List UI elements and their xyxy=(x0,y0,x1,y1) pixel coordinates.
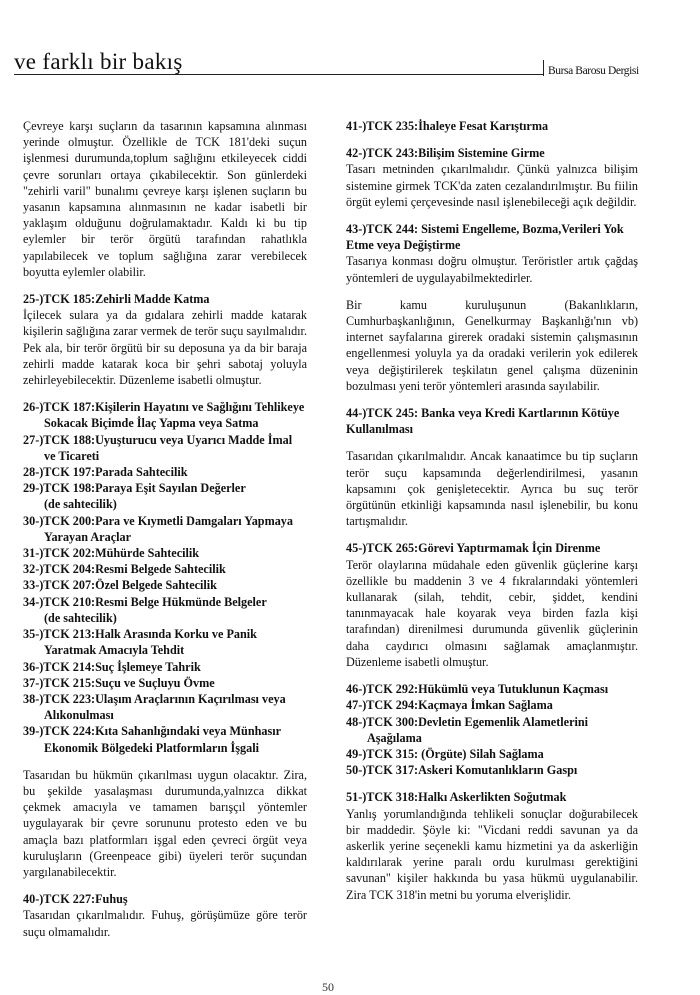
list-item: 31-)TCK 202:Mühürde Sahtecilik xyxy=(23,546,200,561)
list-item: 39-)TCK 224:Kıta Sahanlığındaki veya Münhasır Ekonomik Bölgedeki Platformların İşgali xyxy=(23,724,282,755)
heading-40: 40-)TCK 227:Fuhuş xyxy=(23,892,128,907)
left-column xyxy=(23,118,307,940)
list-item: 32-)TCK 204:Resmi Belgede Sahtecilik xyxy=(23,562,226,577)
header-rule xyxy=(14,74,544,75)
paragraph-45: Terör olaylarına müdahale eden güvenlik güçlerine karşı özellikle bu maddenin 3 ve 4 fıkralarındaki yöntemleri kullanarak (silah, tehdit, cebir, şiddet, kendini tanınmayacak hale koyarak veya birden fazla kişi tarafından) direnilmesi durumunda güvenlik güçlerinin daha caydırıcı olmasını sağlamak amaçlanmıştır. Düzenleme isabetli olmuştur. xyxy=(346,557,638,669)
journal-name: Bursa Barosu Dergisi xyxy=(548,65,639,77)
list-item: 50-)TCK 317:Askeri Komutanlıkların Gaspı xyxy=(346,763,578,778)
paragraph-43b: Bir kamu kuruluşunun (Bakanlıkların, Cumhurbaşkanlığının, Genelkurmay Başkanlığı'nın vb) internet sayfalarına girerek oradaki sistemin çalışmasının engellenmesi yoluyla ya da oradaki verilerin yok edilerek veya değiştirilerek teşkilatın genel çalışma düzeninin bozulması yeni terör yöntemleri arasında sayılabilir. xyxy=(346,297,638,393)
heading-44: 44-)TCK 245: Banka veya Kredi Kartlarının Kötüye Kullanılması xyxy=(346,406,620,437)
list-item: 37-)TCK 215:Suçu ve Suçluyu Övme xyxy=(23,675,215,690)
list-item: 28-)TCK 197:Parada Sahtecilik xyxy=(23,465,188,480)
paragraph-40: Tasarıdan çıkarılmalıdır. Fuhuş, görüşümüze göre terör suçu olmamalıdır. xyxy=(23,908,307,939)
paragraph-25: İçilecek sulara ya da gıdalara zehirli madde katarak kişilerin sağlığına zarar vermek de terör suçu sayılmalıdır. Pek ala, bir terör örgütü bir su deposuna ya da bir baraja zehirli madde katarak koca bir şehri sabotaj yoluyla zehirleyebilecektir. Düzenleme isabetli olmuştur. xyxy=(23,308,307,388)
heading-45: 45-)TCK 265:Görevi Yaptırmamak İçin Direnme xyxy=(346,541,601,556)
right-column xyxy=(346,118,638,903)
article-list-left xyxy=(23,399,307,755)
list-item: 26-)TCK 187:Kişilerin Hayatını ve Sağlığını Tehlikeye Sokacak Biçimde İlaç Yapma veya Satma xyxy=(23,400,305,431)
paragraph-43: Tasarıya konması doğru olmuştur. Teröristler artık çağdaş yöntemleri de uygulayabilmektedirler. xyxy=(346,254,638,285)
heading-43: 43-)TCK 244: Sistemi Engelleme, Bozma,Verileri Yok Etme veya Değiştirme xyxy=(346,222,624,253)
intro-paragraph: Çevreye karşı suçların da tasarının kapsamına alınması yerinde olmuştur. Özellikle de TCK 181'deki suçun işlenmesi durumunda,toplum sağlığını etkileyecek ciddi çevre sorunları ortaya çıkabilecektir. Son günlerdeki "zehirli varil" bunalımı çevreye karşı işlenen suçların bu yasanın kapsamına alınmasının ne kadar isabetli bir yaklaşım olduğunu doğrulamaktadır. Kaldı ki bu tip eylemler bir terör örgütü tarafından rahatlıkla yapılabilecek ve toplum sağlığına zarar verebilecek boyutta eylemler olabilir. xyxy=(23,119,307,279)
list-item: 27-)TCK 188:Uyuşturucu veya Uyarıcı Madde İmal ve Ticareti xyxy=(23,432,293,463)
article-list-right xyxy=(346,681,638,778)
list-item: 38-)TCK 223:Ulaşım Araçlarının Kaçırılması veya Alıkonulması xyxy=(23,691,286,723)
list-item: 47-)TCK 294:Kaçmaya İmkan Sağlama xyxy=(346,698,553,713)
paragraph-51: Yanlış yorumlandığında tehlikeli sonuçlar doğurabilecek bir maddedir. Şöyle ki: "Vicdani reddi savunan ya da askerlik yerine seçenekli kamu hizmetini ya da askerliğin kaldırılarak yerine paralı ordu kurulması gerektiğini savunan" kişiler hakkında bu yasa hükmü uygulanabilir. Zira TCK 318'in metni bu yoruma elverişlidir. xyxy=(346,806,638,902)
heading-51: 51-)TCK 318:Halkı Askerlikten Soğutmak xyxy=(346,790,567,805)
paragraph-after-list: Tasarıdan bu hükmün çıkarılması uygun olacaktır. Zira, bu şekilde yasalaşması durumunda,yalnızca dikkat çekmek amacıyla ve tamamen barışçıl yöntemler uygulayarak bir çevre sorununu protesto eden ve bu amaçla bazı platformları işgal eden çevreci örgüt veya kuruluşların (Greenpeace gibi) üyeleri terör suçundan yargılanabilecektir. xyxy=(23,767,307,879)
page-number: 50 xyxy=(322,980,334,994)
list-item: 35-)TCK 213:Halk Arasında Korku ve Panik Yaratmak Amacıyla Tehdit xyxy=(23,627,257,658)
section-title: ve farklı bir bakış xyxy=(14,49,183,74)
list-item: 48-)TCK 300:Devletin Egemenlik Alametlerini Aşağılama xyxy=(346,714,589,745)
list-item: 34-)TCK 210:Resmi Belge Hükmünde Belgeler (de sahtecilik) xyxy=(23,594,267,625)
header-tick xyxy=(543,60,544,76)
list-item: 33-)TCK 207:Özel Belgede Sahtecilik xyxy=(23,578,217,593)
list-item: 46-)TCK 292:Hükümlü veya Tutuklunun Kaçması xyxy=(346,682,609,697)
list-item: 36-)TCK 214:Suç İşlemeye Tahrik xyxy=(23,659,201,674)
paragraph-44: Tasarıdan çıkarılmalıdır. Ancak kanaatimce bu tip suçların terör suçu kapsamında değerlendirilmesi, yasanın kapsamını çok genişletecektir. Ayrıca bu suç terör örgütünün etkinliği kapsamında nasıl işlenebilir, bu konu tartışmalıdır. xyxy=(346,449,638,529)
list-item: 30-)TCK 200:Para ve Kıymetli Damgaları Yapmaya Yarayan Araçlar xyxy=(23,513,293,544)
paragraph-42: Tasarı metninden çıkarılmalıdır. Çünkü yalnızca bilişim sistemine girmek TCK'da zaten cezalandırılmıştır. Bu fiilin örgüt eylemi çerçevesinde nasıl işlenebileceği açık değildir. xyxy=(346,162,638,209)
list-item: 49-)TCK 315: (Örgüte) Silah Sağlama xyxy=(346,746,544,761)
heading-25: 25-)TCK 185:Zehirli Madde Katma xyxy=(23,292,210,307)
heading-42: 42-)TCK 243:Bilişim Sistemine Girme xyxy=(346,146,545,161)
list-item: 29-)TCK 198:Paraya Eşit Sayılan Değerler (de sahtecilik) xyxy=(23,481,246,512)
heading-41: 41-)TCK 235:İhaleye Fesat Karıştırma xyxy=(346,119,549,133)
